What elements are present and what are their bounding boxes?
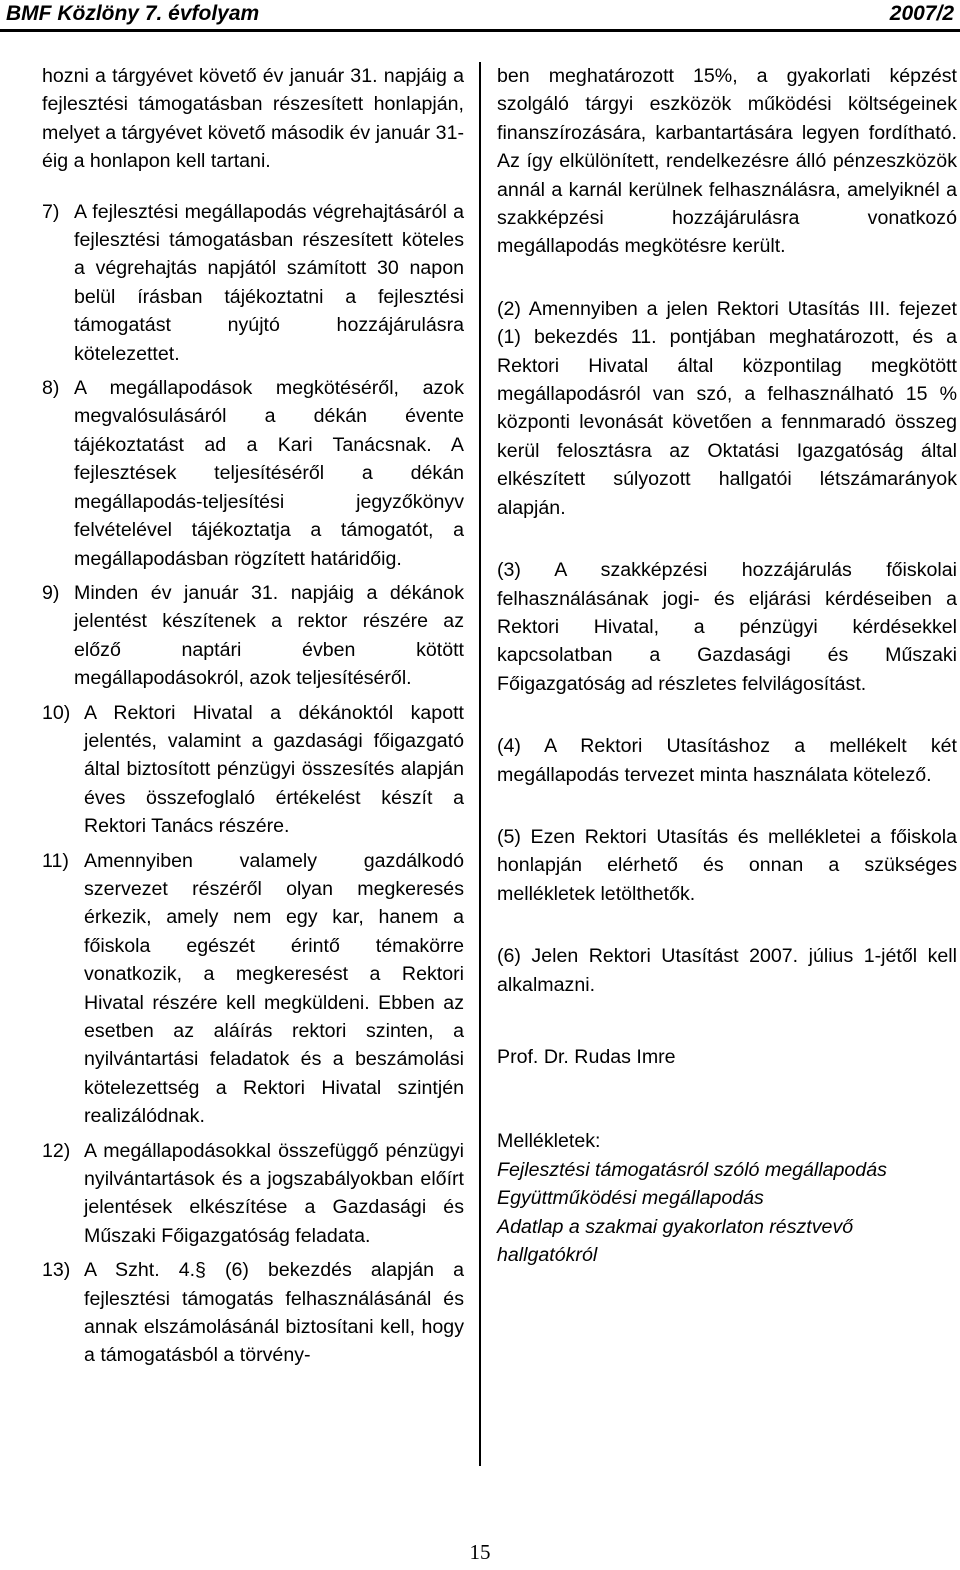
paragraph-6: (6) Jelen Rektori Utasítást 2007. július 1-jétől kell alkalmazni. — [497, 945, 957, 996]
item-text: A fejlesztési megállapodás végrehajtásáról a fejlesztési támogatásban részesített köteles a végrehajtás napjától számított 30 napon belül írásban tájékoztatni a fejlesztési támogatást nyújtó hozzájárulásra kötelezettet. — [74, 200, 464, 365]
signature: Prof. Dr. Rudas Imre — [497, 1045, 676, 1068]
column-divider — [479, 62, 481, 1466]
page-header — [0, 0, 960, 30]
attachments-label: Mellékletek: — [497, 1130, 601, 1153]
item-number: 8) — [42, 377, 60, 400]
item-number: 11) — [42, 849, 69, 872]
attachment-item: Fejlesztési támogatásról szóló megállapodás — [497, 1158, 887, 1181]
list-item-8 — [42, 374, 464, 573]
issue-number: 2007/2 — [889, 2, 954, 25]
intro-paragraph: hozni a tárgyévet követő év január 31. napjáig a fejlesztési támogatásban részesített honlapján, melyet a tárgyévet követő második év január 31-éig a honlapon kell tartani. — [42, 65, 464, 173]
item-number: 10) — [42, 701, 71, 724]
item-text: A megállapodások megkötéséről, azok megvalósulásáról a dékán évente tájékoztatást ad a Kari Tanácsnak. A fejlesztések teljesítéséről a dékán megállapodás-teljesítési jegyzőkönyv felvételével tájékoztatja a támogatót, a megállapodásban rögzített határidőig. — [74, 377, 464, 570]
item-number: 9) — [42, 581, 60, 604]
list-item-12 — [42, 1137, 464, 1251]
right-column — [497, 62, 957, 1269]
item-number: 7) — [42, 200, 60, 223]
paragraph-3: (3) A szakképzési hozzájárulás főiskolai felhasználásának jogi- és eljárási kérdéseiben a Rektori Hivatal, a pénzügyi kérdésekkel kapcsolatban a Gazdasági és Műszaki Főigazgatóság ad részletes felvilágosítást. — [497, 559, 957, 695]
item-text: A megállapodásokkal összefüggő pénzügyi nyilvántartások és a jogszabályokban előírt jelentések elkészítése a Gazdasági és Műszaki Főigazgatóság feladata. — [84, 1139, 464, 1247]
page-number: 15 — [469, 1540, 491, 1564]
left-column — [42, 62, 464, 1370]
item-number: 13) — [42, 1259, 71, 1282]
paragraph-4: (4) A Rektori Utasításhoz a mellékelt két megállapodás tervezet minta használata kötelező. — [497, 735, 957, 786]
paragraph-2: (2) Amennyiben a jelen Rektori Utasítás III. fejezet (1) bekezdés 11. pontjában meghatározott, és a Rektori Hivatal által központilag megkötött megállapodásról van szó, a felhasználható 15 % központi levonását követően a fennmaradó összeg kerül felosztásra az Oktatási Igazgatóság által elkészített súlyozott hallgatói létszámarányok alapján. — [497, 297, 957, 519]
attachment-item: Együttműködési megállapodás — [497, 1187, 764, 1210]
list-item-9 — [42, 579, 464, 693]
item-text: Minden év január 31. napjáig a dékánok jelentést készítenek a rektor részére az előző naptári évben kötött megállapodásokról, azok teljesítéséről. — [74, 581, 464, 690]
attachment-item: Adatlap a szakmai gyakorlaton résztvevő hallgatókról — [497, 1215, 854, 1266]
item-number: 12) — [42, 1139, 71, 1162]
item-text: A Szht. 4.§ (6) bekezdés alapján a fejlesztési támogatás felhasználásánál és annak elszámolásánál biztosítani kell, hogy a támogatásból a törvény- — [84, 1259, 464, 1367]
list-item-10 — [42, 699, 464, 841]
continuation-paragraph: ben meghatározott 15%, a gyakorlati képzést szolgáló tárgyi eszközök működési költségeinek finanszírozására, karbantartására legyen fordítható. Az így elkülönített, rendelkezésre álló pénzeszközök annál a karnál kerülnek felhasználásra, amelyiknél a szakképzési hozzájárulásra vonatkozó megállapodás megkötésre került. — [497, 65, 957, 258]
paragraph-5: (5) Ezen Rektori Utasítás és mellékletei a főiskola honlapján elérhető és onnan a szükséges mellékletek letölthetők. — [497, 825, 957, 905]
publication-title: BMF Közlöny 7. évfolyam — [6, 2, 260, 25]
header-rule — [0, 29, 960, 32]
list-item-7 — [42, 198, 464, 368]
list-item-11 — [42, 847, 464, 1131]
list-item-13 — [42, 1256, 464, 1370]
item-text: Amennyiben valamely gazdálkodó szervezet részéről olyan megkeresés érkezik, amely nem egy kar, hanem a főiskola egészét érintő témakörre vonatkozik, a megkeresést a Rektori Hivatal részére kell megküldeni. Ebben az esetben az aláírás rektori szinten, a nyilvántartási feladatok és a beszámolási kötelezettség a Rektori Hivatal szintjén realizálódnak. — [84, 849, 464, 1128]
item-text: A Rektori Hivatal a dékánoktól kapott jelentés, valamint a gazdasági főigazgató által biztosított pénzügyi összesítés alapján éves összefoglaló értékelést készít a Rektori Tanács részére. — [84, 701, 464, 838]
